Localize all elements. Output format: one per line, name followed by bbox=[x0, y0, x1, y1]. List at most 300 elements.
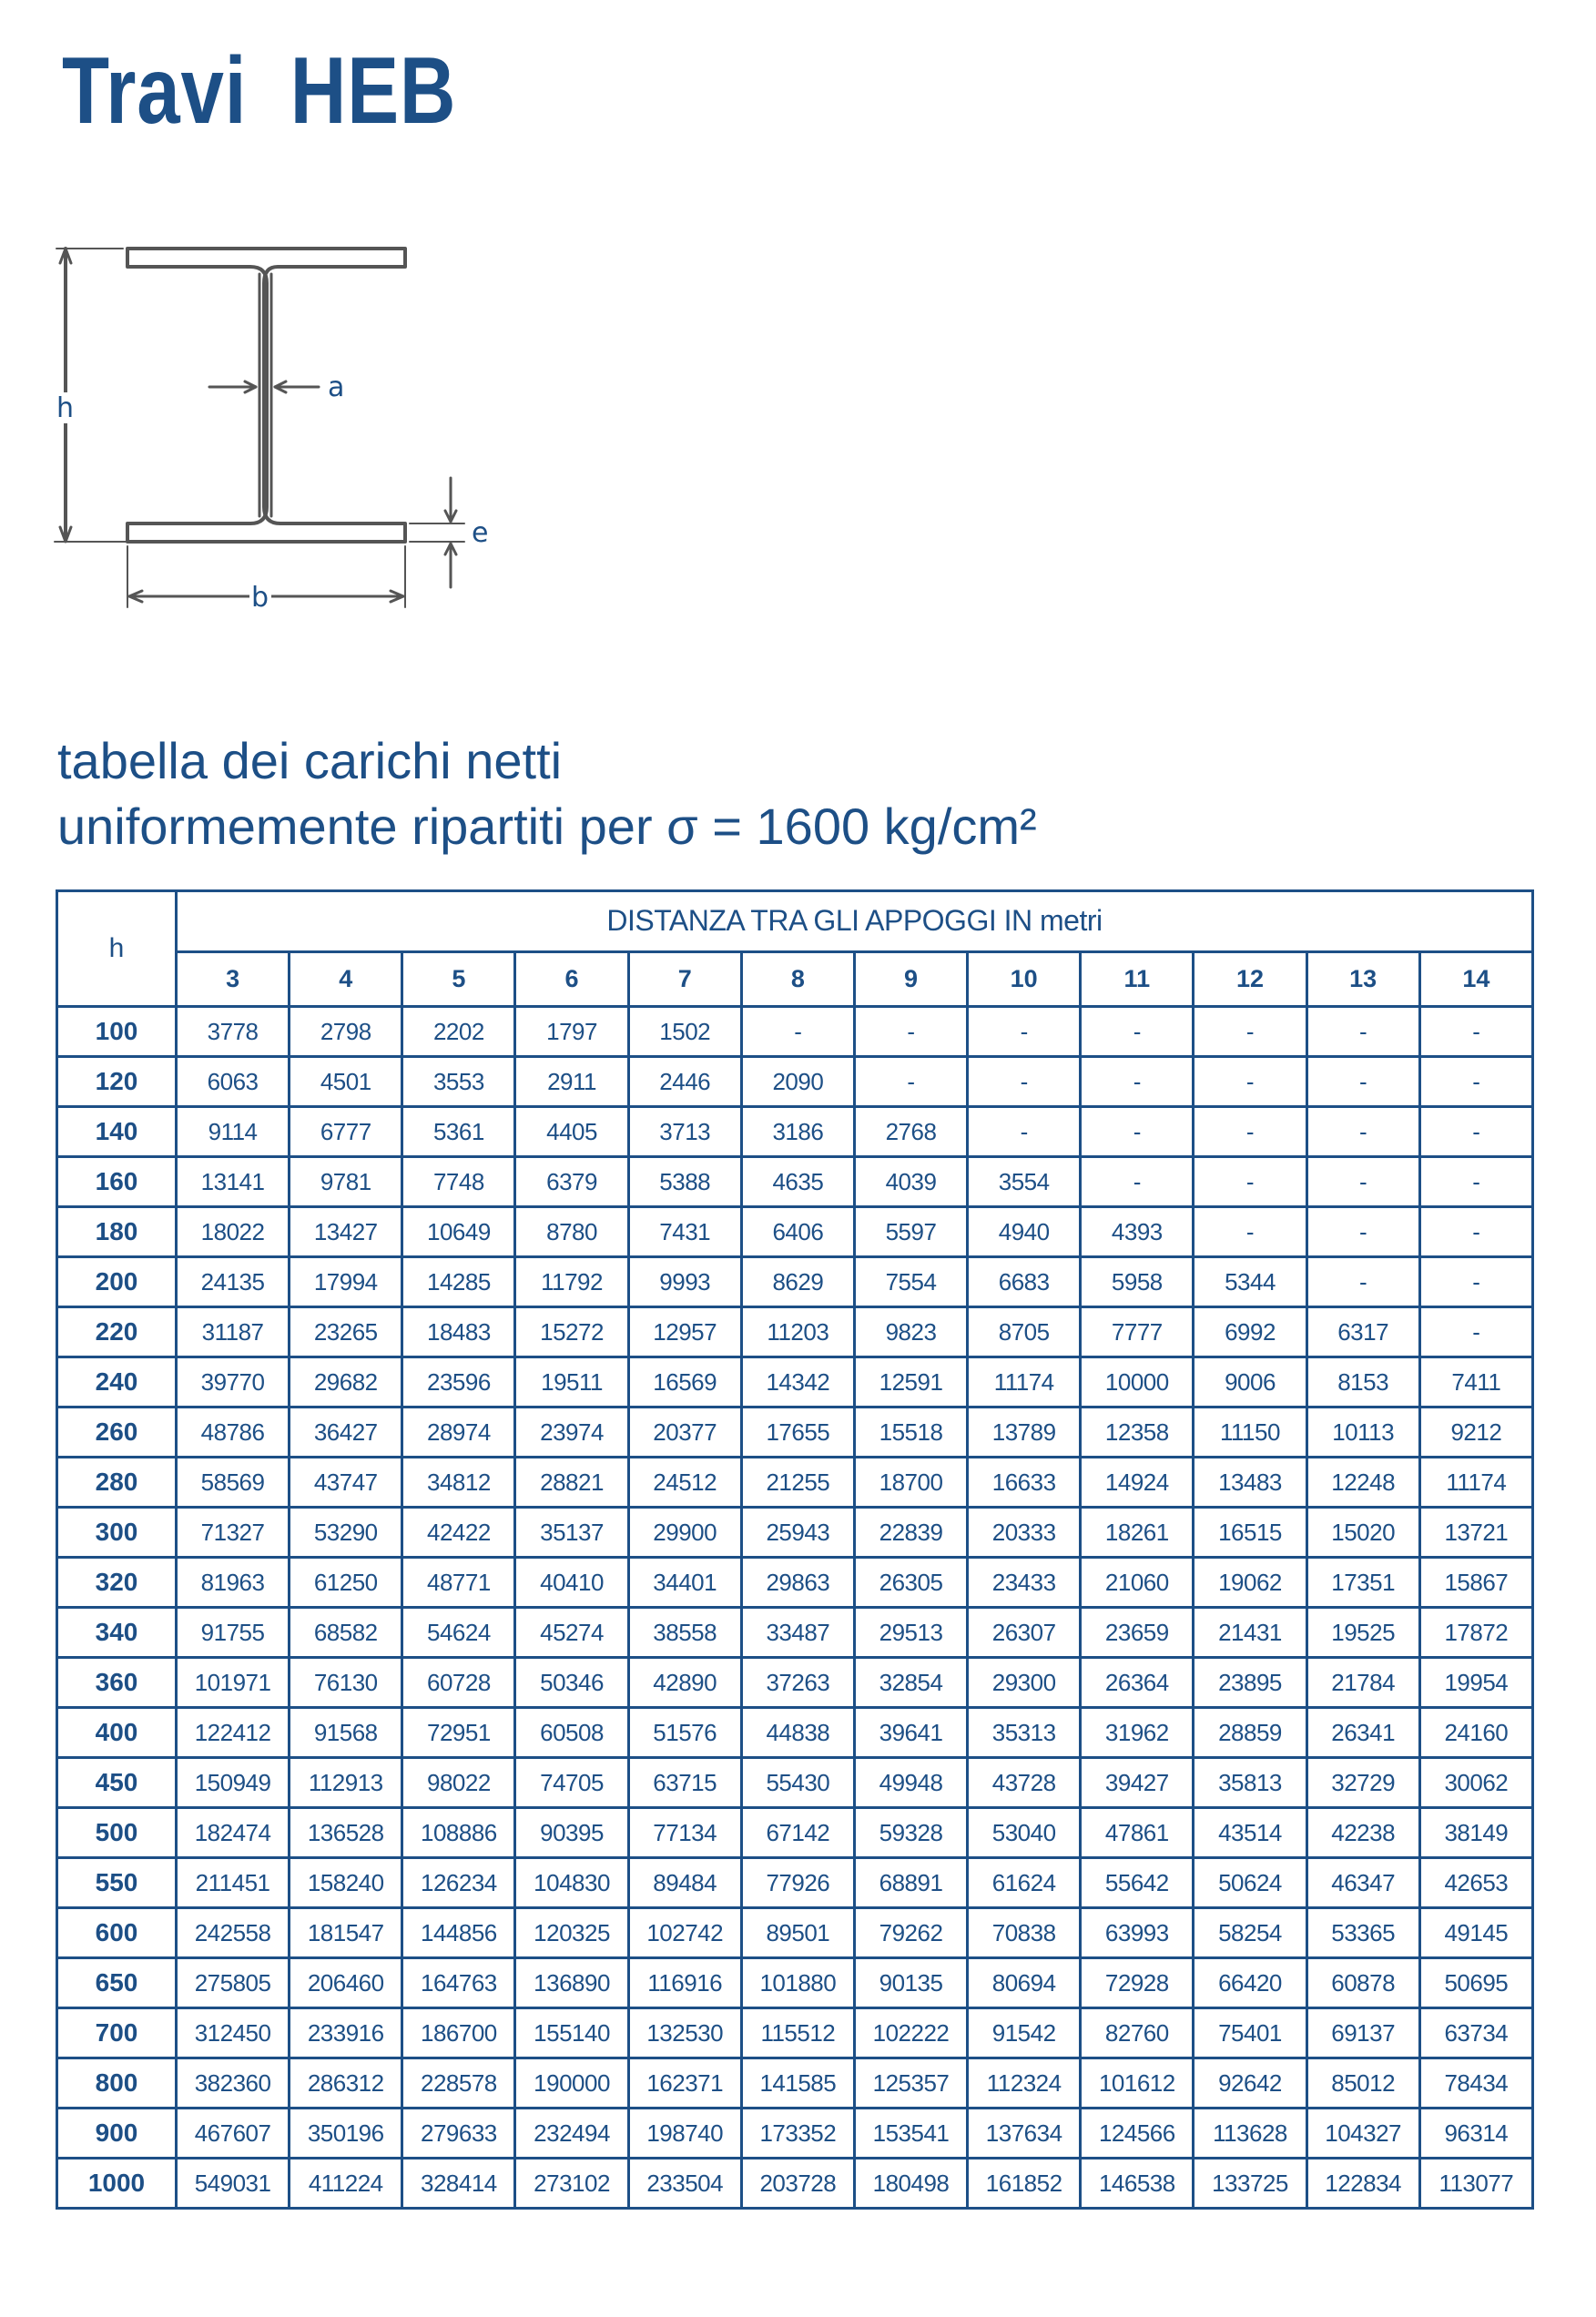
table-cell: 23895 bbox=[1194, 1658, 1306, 1708]
table-cell: 228578 bbox=[402, 2058, 515, 2109]
table-cell: 51576 bbox=[628, 1708, 741, 1758]
table-cell: 4501 bbox=[290, 1057, 402, 1107]
table-cell: - bbox=[1194, 1157, 1306, 1207]
load-table-body bbox=[57, 1007, 1533, 2209]
row-header-h: 160 bbox=[57, 1157, 177, 1207]
table-cell: 79262 bbox=[854, 1908, 967, 1958]
table-row bbox=[57, 2109, 1533, 2159]
table-cell: 31187 bbox=[177, 1307, 290, 1357]
table-cell: 30062 bbox=[1419, 1758, 1532, 1808]
table-cell: 69137 bbox=[1306, 2008, 1419, 2058]
table-row bbox=[57, 1508, 1533, 1558]
row-header-h: 550 bbox=[57, 1858, 177, 1908]
table-cell: 12957 bbox=[628, 1307, 741, 1357]
table-cell: 113077 bbox=[1419, 2159, 1532, 2209]
table-cell: 12591 bbox=[854, 1357, 967, 1407]
table-cell: 28974 bbox=[402, 1407, 515, 1458]
table-cell: 549031 bbox=[177, 2159, 290, 2209]
table-cell: 37263 bbox=[741, 1658, 854, 1708]
table-cell: - bbox=[1081, 1007, 1194, 1057]
table-cell: 32729 bbox=[1306, 1758, 1419, 1808]
table-cell: 3186 bbox=[741, 1107, 854, 1157]
table-row bbox=[57, 1558, 1533, 1608]
table-cell: 233916 bbox=[290, 2008, 402, 2058]
table-cell: 77926 bbox=[741, 1858, 854, 1908]
table-cell: 13427 bbox=[290, 1207, 402, 1257]
table-cell: 18483 bbox=[402, 1307, 515, 1357]
table-cell: 104327 bbox=[1306, 2109, 1419, 2159]
row-header-h: 400 bbox=[57, 1708, 177, 1758]
table-cell: 63734 bbox=[1419, 2008, 1532, 2058]
table-cell: 8780 bbox=[515, 1207, 628, 1257]
table-cell: 59328 bbox=[854, 1808, 967, 1858]
table-cell: - bbox=[1419, 1307, 1532, 1357]
table-cell: 24135 bbox=[177, 1257, 290, 1307]
table-cell: 17351 bbox=[1306, 1558, 1419, 1608]
table-cell: 6777 bbox=[290, 1107, 402, 1157]
table-cell: 120325 bbox=[515, 1908, 628, 1958]
table-cell: 13721 bbox=[1419, 1508, 1532, 1558]
table-cell: 9781 bbox=[290, 1157, 402, 1207]
table-cell: - bbox=[968, 1057, 1081, 1107]
table-cell: 112324 bbox=[968, 2058, 1081, 2109]
table-cell: 11150 bbox=[1194, 1407, 1306, 1458]
table-cell: 15272 bbox=[515, 1307, 628, 1357]
distance-header-row bbox=[57, 951, 1533, 1006]
label-h: h bbox=[56, 392, 75, 424]
table-cell: 273102 bbox=[515, 2159, 628, 2209]
distance-header: 8 bbox=[741, 951, 854, 1006]
table-cell: 29682 bbox=[290, 1357, 402, 1407]
row-header-h: 360 bbox=[57, 1658, 177, 1708]
table-row bbox=[57, 1458, 1533, 1508]
table-cell: 43728 bbox=[968, 1758, 1081, 1808]
load-table-container bbox=[56, 889, 1534, 2210]
table-cell: - bbox=[1419, 1107, 1532, 1157]
distance-header: 11 bbox=[1081, 951, 1194, 1006]
table-cell: - bbox=[1306, 1257, 1419, 1307]
table-cell: 71327 bbox=[177, 1508, 290, 1558]
row-header-h: 450 bbox=[57, 1758, 177, 1808]
table-cell: 312450 bbox=[177, 2008, 290, 2058]
table-cell: 25943 bbox=[741, 1508, 854, 1558]
table-cell: 122412 bbox=[177, 1708, 290, 1758]
table-cell: 39427 bbox=[1081, 1758, 1194, 1808]
table-cell: 155140 bbox=[515, 2008, 628, 2058]
beam-outline bbox=[127, 249, 405, 542]
table-cell: 206460 bbox=[290, 1958, 402, 2008]
table-cell: 19062 bbox=[1194, 1558, 1306, 1608]
table-cell: 50695 bbox=[1419, 1958, 1532, 2008]
table-cell: - bbox=[1194, 1207, 1306, 1257]
table-cell: 411224 bbox=[290, 2159, 402, 2209]
subtitle-line-2: uniformemente ripartiti per σ = 1600 kg/cm² bbox=[57, 798, 1037, 855]
table-cell: 49948 bbox=[854, 1758, 967, 1808]
table-cell: 15020 bbox=[1306, 1508, 1419, 1558]
table-cell: 61624 bbox=[968, 1858, 1081, 1908]
table-cell: 68891 bbox=[854, 1858, 967, 1908]
table-cell: 32854 bbox=[854, 1658, 967, 1708]
table-cell: 12248 bbox=[1306, 1458, 1419, 1508]
table-cell: 34812 bbox=[402, 1458, 515, 1508]
table-cell: 38558 bbox=[628, 1608, 741, 1658]
table-cell: 21255 bbox=[741, 1458, 854, 1508]
table-cell: - bbox=[1081, 1107, 1194, 1157]
row-header-h: 200 bbox=[57, 1257, 177, 1307]
table-cell: 6063 bbox=[177, 1057, 290, 1107]
table-cell: 43514 bbox=[1194, 1808, 1306, 1858]
table-cell: 50346 bbox=[515, 1658, 628, 1708]
table-cell: 4940 bbox=[968, 1207, 1081, 1257]
table-row bbox=[57, 1708, 1533, 1758]
table-cell: 26305 bbox=[854, 1558, 967, 1608]
table-cell: 67142 bbox=[741, 1808, 854, 1858]
table-cell: 3553 bbox=[402, 1057, 515, 1107]
table-cell: 173352 bbox=[741, 2109, 854, 2159]
table-cell: 58254 bbox=[1194, 1908, 1306, 1958]
table-cell: 12358 bbox=[1081, 1407, 1194, 1458]
table-cell: 78434 bbox=[1419, 2058, 1532, 2109]
table-cell: - bbox=[1419, 1157, 1532, 1207]
table-cell: 8153 bbox=[1306, 1357, 1419, 1407]
table-cell: 89484 bbox=[628, 1858, 741, 1908]
table-cell: 132530 bbox=[628, 2008, 741, 2058]
table-cell: 382360 bbox=[177, 2058, 290, 2109]
table-row bbox=[57, 1307, 1533, 1357]
table-cell: 91568 bbox=[290, 1708, 402, 1758]
table-cell: 19525 bbox=[1306, 1608, 1419, 1658]
table-cell: 24160 bbox=[1419, 1708, 1532, 1758]
table-cell: 4635 bbox=[741, 1157, 854, 1207]
table-cell: - bbox=[1194, 1107, 1306, 1157]
label-a: a bbox=[328, 371, 345, 403]
table-cell: 66420 bbox=[1194, 1958, 1306, 2008]
table-cell: 6683 bbox=[968, 1257, 1081, 1307]
table-cell: 14342 bbox=[741, 1357, 854, 1407]
table-cell: 162371 bbox=[628, 2058, 741, 2109]
table-cell: 9114 bbox=[177, 1107, 290, 1157]
table-cell: 21060 bbox=[1081, 1558, 1194, 1608]
table-cell: 10113 bbox=[1306, 1407, 1419, 1458]
table-cell: 91542 bbox=[968, 2008, 1081, 2058]
row-header-h: 140 bbox=[57, 1107, 177, 1157]
table-cell: 136890 bbox=[515, 1958, 628, 2008]
table-cell: 112913 bbox=[290, 1758, 402, 1808]
column-header-h: h bbox=[57, 891, 177, 1007]
table-cell: 124566 bbox=[1081, 2109, 1194, 2159]
table-cell: 42238 bbox=[1306, 1808, 1419, 1858]
table-cell: 101880 bbox=[741, 1958, 854, 2008]
table-cell: 22839 bbox=[854, 1508, 967, 1558]
table-cell: - bbox=[854, 1007, 967, 1057]
table-cell: - bbox=[1194, 1057, 1306, 1107]
table-cell: 15867 bbox=[1419, 1558, 1532, 1608]
table-cell: 4405 bbox=[515, 1107, 628, 1157]
table-cell: 58569 bbox=[177, 1458, 290, 1508]
table-cell: 16569 bbox=[628, 1357, 741, 1407]
table-cell: 20377 bbox=[628, 1407, 741, 1458]
distance-header: 13 bbox=[1306, 951, 1419, 1006]
table-cell: 53040 bbox=[968, 1808, 1081, 1858]
table-cell: 115512 bbox=[741, 2008, 854, 2058]
row-header-h: 100 bbox=[57, 1007, 177, 1057]
table-cell: 286312 bbox=[290, 2058, 402, 2109]
table-cell: 5388 bbox=[628, 1157, 741, 1207]
table-cell: 211451 bbox=[177, 1858, 290, 1908]
distance-header: 14 bbox=[1419, 951, 1532, 1006]
table-cell: 18261 bbox=[1081, 1508, 1194, 1558]
row-header-h: 240 bbox=[57, 1357, 177, 1407]
distance-header: 12 bbox=[1194, 951, 1306, 1006]
table-cell: 14285 bbox=[402, 1257, 515, 1307]
table-cell: 77134 bbox=[628, 1808, 741, 1858]
table-cell: 9993 bbox=[628, 1257, 741, 1307]
table-cell: - bbox=[1419, 1007, 1532, 1057]
table-cell: - bbox=[1306, 1157, 1419, 1207]
table-row bbox=[57, 1157, 1533, 1207]
table-cell: 16515 bbox=[1194, 1508, 1306, 1558]
table-cell: 28821 bbox=[515, 1458, 628, 1508]
table-cell: 158240 bbox=[290, 1858, 402, 1908]
table-cell: 15518 bbox=[854, 1407, 967, 1458]
table-cell: 13789 bbox=[968, 1407, 1081, 1458]
table-cell: 43747 bbox=[290, 1458, 402, 1508]
table-cell: 102742 bbox=[628, 1908, 741, 1958]
table-cell: 31962 bbox=[1081, 1708, 1194, 1758]
table-cell: 2202 bbox=[402, 1007, 515, 1057]
table-cell: 11792 bbox=[515, 1257, 628, 1307]
row-header-h: 260 bbox=[57, 1407, 177, 1458]
title-word-travi: Travi bbox=[62, 38, 248, 144]
table-cell: 45274 bbox=[515, 1608, 628, 1658]
table-cell: 232494 bbox=[515, 2109, 628, 2159]
distance-header: 10 bbox=[968, 951, 1081, 1006]
table-cell: 26364 bbox=[1081, 1658, 1194, 1708]
distance-header: 3 bbox=[177, 951, 290, 1006]
table-row bbox=[57, 1057, 1533, 1107]
table-cell: - bbox=[968, 1007, 1081, 1057]
table-cell: 91755 bbox=[177, 1608, 290, 1658]
table-cell: 5361 bbox=[402, 1107, 515, 1157]
table-cell: 49145 bbox=[1419, 1908, 1532, 1958]
table-cell: 53365 bbox=[1306, 1908, 1419, 1958]
table-cell: 1502 bbox=[628, 1007, 741, 1057]
table-row bbox=[57, 1207, 1533, 1257]
table-cell: 55642 bbox=[1081, 1858, 1194, 1908]
table-cell: 126234 bbox=[402, 1858, 515, 1908]
table-cell: 9006 bbox=[1194, 1357, 1306, 1407]
table-cell: 23974 bbox=[515, 1407, 628, 1458]
table-cell: 6992 bbox=[1194, 1307, 1306, 1357]
table-cell: 60508 bbox=[515, 1708, 628, 1758]
table-cell: 7431 bbox=[628, 1207, 741, 1257]
table-cell: 39770 bbox=[177, 1357, 290, 1407]
table-row bbox=[57, 1858, 1533, 1908]
table-cell: 5344 bbox=[1194, 1257, 1306, 1307]
table-cell: 108886 bbox=[402, 1808, 515, 1858]
row-header-h: 320 bbox=[57, 1558, 177, 1608]
table-cell: 9212 bbox=[1419, 1407, 1532, 1458]
table-cell: 90135 bbox=[854, 1958, 967, 2008]
table-cell: 48771 bbox=[402, 1558, 515, 1608]
distance-header: 6 bbox=[515, 951, 628, 1006]
distance-header: 9 bbox=[854, 951, 967, 1006]
table-cell: 133725 bbox=[1194, 2159, 1306, 2209]
row-header-h: 900 bbox=[57, 2109, 177, 2159]
table-cell: 80694 bbox=[968, 1958, 1081, 2008]
row-header-h: 650 bbox=[57, 1958, 177, 2008]
label-b: b bbox=[251, 582, 269, 614]
table-cell: 42890 bbox=[628, 1658, 741, 1708]
table-cell: 164763 bbox=[402, 1958, 515, 2008]
table-cell: 17655 bbox=[741, 1407, 854, 1458]
table-row bbox=[57, 1608, 1533, 1658]
table-cell: - bbox=[1306, 1107, 1419, 1157]
row-header-h: 500 bbox=[57, 1808, 177, 1858]
table-row bbox=[57, 2159, 1533, 2209]
table-cell: 2911 bbox=[515, 1057, 628, 1107]
table-cell: 21431 bbox=[1194, 1608, 1306, 1658]
table-cell: 29863 bbox=[741, 1558, 854, 1608]
table-cell: 18022 bbox=[177, 1207, 290, 1257]
table-cell: 63715 bbox=[628, 1758, 741, 1808]
table-cell: 39641 bbox=[854, 1708, 967, 1758]
table-cell: 136528 bbox=[290, 1808, 402, 1858]
table-cell: 61250 bbox=[290, 1558, 402, 1608]
table-cell: 141585 bbox=[741, 2058, 854, 2109]
table-cell: 47861 bbox=[1081, 1808, 1194, 1858]
table-cell: 35137 bbox=[515, 1508, 628, 1558]
row-header-h: 300 bbox=[57, 1508, 177, 1558]
table-cell: 101971 bbox=[177, 1658, 290, 1708]
table-cell: 14924 bbox=[1081, 1458, 1194, 1508]
row-header-h: 180 bbox=[57, 1207, 177, 1257]
table-cell: 81963 bbox=[177, 1558, 290, 1608]
table-cell: 98022 bbox=[402, 1758, 515, 1808]
table-cell: 7777 bbox=[1081, 1307, 1194, 1357]
table-cell: 19954 bbox=[1419, 1658, 1532, 1708]
table-cell: 82760 bbox=[1081, 2008, 1194, 2058]
distance-header: 4 bbox=[290, 951, 402, 1006]
table-cell: 2446 bbox=[628, 1057, 741, 1107]
load-table bbox=[56, 889, 1534, 2210]
table-cell: 42422 bbox=[402, 1508, 515, 1558]
table-cell: 3554 bbox=[968, 1157, 1081, 1207]
table-cell: - bbox=[1419, 1207, 1532, 1257]
table-cell: - bbox=[1306, 1007, 1419, 1057]
table-cell: 137634 bbox=[968, 2109, 1081, 2159]
table-cell: 17994 bbox=[290, 1257, 402, 1307]
table-row bbox=[57, 2008, 1533, 2058]
row-header-h: 700 bbox=[57, 2008, 177, 2058]
table-cell: 198740 bbox=[628, 2109, 741, 2159]
table-cell: 125357 bbox=[854, 2058, 967, 2109]
table-cell: 181547 bbox=[290, 1908, 402, 1958]
table-cell: 8705 bbox=[968, 1307, 1081, 1357]
table-cell: 233504 bbox=[628, 2159, 741, 2209]
table-cell: 42653 bbox=[1419, 1858, 1532, 1908]
table-cell: 13141 bbox=[177, 1157, 290, 1207]
table-cell: 275805 bbox=[177, 1958, 290, 2008]
row-header-h: 220 bbox=[57, 1307, 177, 1357]
table-cell: 180498 bbox=[854, 2159, 967, 2209]
table-cell: 63993 bbox=[1081, 1908, 1194, 1958]
table-row bbox=[57, 1357, 1533, 1407]
table-cell: 60728 bbox=[402, 1658, 515, 1708]
table-cell: 101612 bbox=[1081, 2058, 1194, 2109]
row-header-h: 120 bbox=[57, 1057, 177, 1107]
table-cell: 113628 bbox=[1194, 2109, 1306, 2159]
table-cell: 36427 bbox=[290, 1407, 402, 1458]
table-row bbox=[57, 1107, 1533, 1157]
table-cell: 203728 bbox=[741, 2159, 854, 2209]
table-cell: 11174 bbox=[968, 1357, 1081, 1407]
table-cell: 23265 bbox=[290, 1307, 402, 1357]
table-cell: 2768 bbox=[854, 1107, 967, 1157]
table-cell: 186700 bbox=[402, 2008, 515, 2058]
table-cell: 161852 bbox=[968, 2159, 1081, 2209]
table-cell: 17872 bbox=[1419, 1608, 1532, 1658]
table-cell: 48786 bbox=[177, 1407, 290, 1458]
table-cell: 44838 bbox=[741, 1708, 854, 1758]
table-cell: - bbox=[1081, 1157, 1194, 1207]
table-cell: 1797 bbox=[515, 1007, 628, 1057]
table-cell: 38149 bbox=[1419, 1808, 1532, 1858]
distance-header: 5 bbox=[402, 951, 515, 1006]
table-cell: 26307 bbox=[968, 1608, 1081, 1658]
table-cell: 70838 bbox=[968, 1908, 1081, 1958]
table-cell: - bbox=[1419, 1057, 1532, 1107]
table-cell: 92642 bbox=[1194, 2058, 1306, 2109]
table-cell: 153541 bbox=[854, 2109, 967, 2159]
table-cell: 6406 bbox=[741, 1207, 854, 1257]
table-cell: 74705 bbox=[515, 1758, 628, 1808]
table-cell: 16633 bbox=[968, 1458, 1081, 1508]
table-cell: 7748 bbox=[402, 1157, 515, 1207]
table-cell: 75401 bbox=[1194, 2008, 1306, 2058]
table-cell: 7411 bbox=[1419, 1357, 1532, 1407]
row-header-h: 340 bbox=[57, 1608, 177, 1658]
table-cell: 350196 bbox=[290, 2109, 402, 2159]
table-row bbox=[57, 1257, 1533, 1307]
table-cell: - bbox=[1081, 1057, 1194, 1107]
table-cell: 72928 bbox=[1081, 1958, 1194, 2008]
table-cell: 19511 bbox=[515, 1357, 628, 1407]
table-cell: 328414 bbox=[402, 2159, 515, 2209]
table-row bbox=[57, 1958, 1533, 2008]
table-cell: 29900 bbox=[628, 1508, 741, 1558]
table-row bbox=[57, 1407, 1533, 1458]
table-cell: 90395 bbox=[515, 1808, 628, 1858]
table-cell: 146538 bbox=[1081, 2159, 1194, 2209]
table-cell: 150949 bbox=[177, 1758, 290, 1808]
table-cell: 10000 bbox=[1081, 1357, 1194, 1407]
table-cell: 34401 bbox=[628, 1558, 741, 1608]
table-cell: 3778 bbox=[177, 1007, 290, 1057]
table-cell: 29300 bbox=[968, 1658, 1081, 1708]
table-cell: 467607 bbox=[177, 2109, 290, 2159]
table-cell: 182474 bbox=[177, 1808, 290, 1858]
table-row bbox=[57, 1007, 1533, 1057]
table-cell: 8629 bbox=[741, 1257, 854, 1307]
table-cell: 11174 bbox=[1419, 1458, 1532, 1508]
table-cell: 76130 bbox=[290, 1658, 402, 1708]
page-title bbox=[62, 38, 457, 144]
table-row bbox=[57, 1658, 1533, 1708]
table-cell: 20333 bbox=[968, 1508, 1081, 1558]
table-cell: 53290 bbox=[290, 1508, 402, 1558]
label-e: e bbox=[472, 517, 489, 549]
